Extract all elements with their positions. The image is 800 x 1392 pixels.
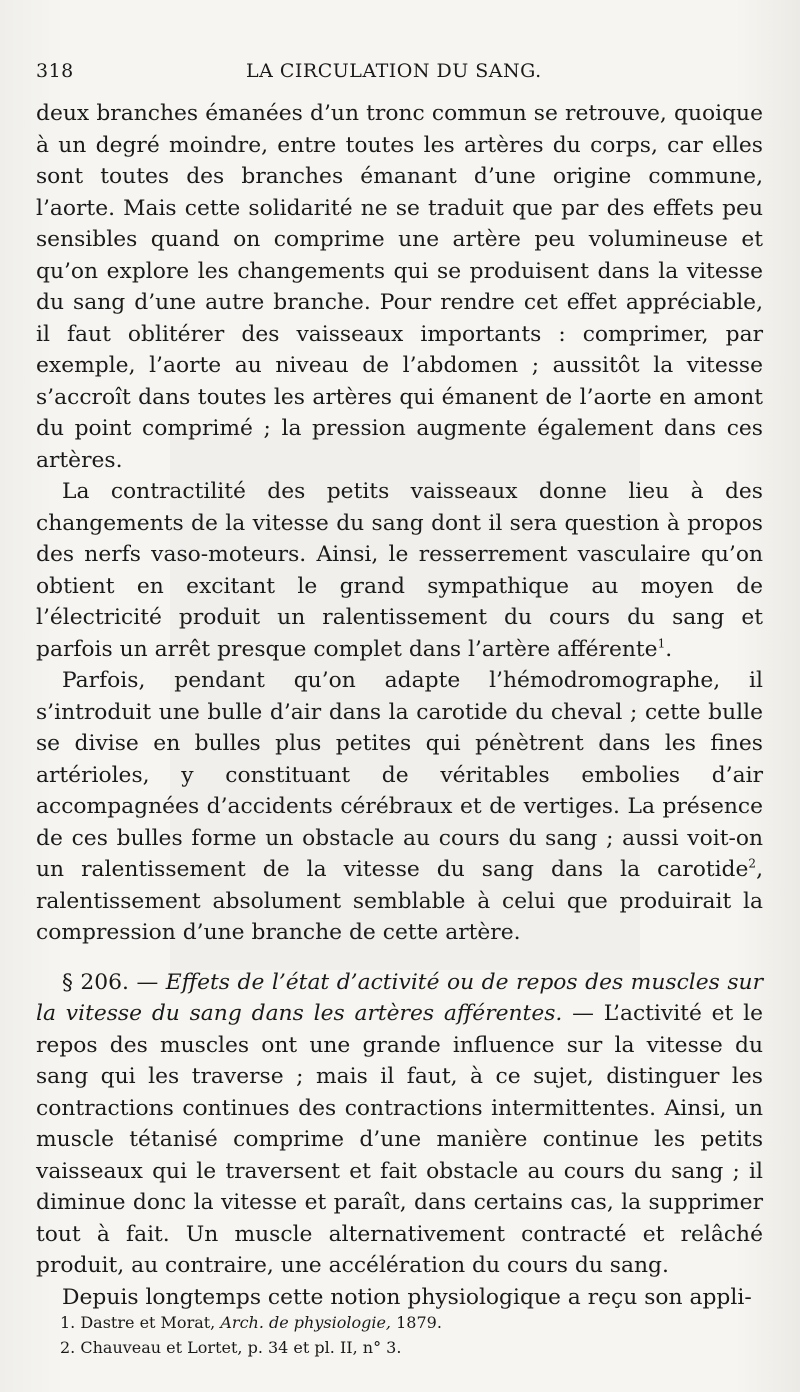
paragraph-2-text: La contractilité des petits vaisseaux donne lieu à des changements de la vitesse du sang dont il sera question à propos des nerfs vaso-moteurs. Ainsi, le resserrement vasculaire qu’on obtient en excitant le grand sympathique au moyen de l’électricité produit un ralentissement du cours du sang et parfois un arrêt presque complet dans l’artère afférente [36,479,763,662]
footnote-2 [60,1335,760,1360]
footnote-1-label: 1. [60,1313,76,1332]
paragraph-4: L’activité et le repos des muscles ont une grande influence sur la vitesse du sang qui les traverse ; mais il faut, à ce sujet, distinguer les contractions continues des contractions intermittentes. Ainsi, un muscle tétanisé comprime d’une manière continue les petits vaisseaux qui le traversent et fait obstacle au cours du sang ; il diminue donc la vitesse et paraît, dans certains cas, la supprimer tout à fait. Un muscle alternativement contracté et relâché produit, au contraire, une accélération du cours du sang. [36,1001,764,1278]
footnote-ref-1: 1 [657,636,666,651]
paragraph-2-end: . [665,636,673,662]
section-title: Effets de l’état d’activité ou de repos des muscles sur la vitesse du sang dans les artères afférentes. [36,969,763,1026]
footnote-2-label: 2. [60,1338,76,1357]
paragraph-3-text-b: , ralentissement absolument semblable à celui que produirait la compression d’une branche de cette artère. [36,857,763,945]
footnote-1-journal: Arch. de physiologie, [220,1313,392,1332]
paragraph-2 [36,476,763,665]
paragraph-1: deux branches émanées d’un tronc commun se retrouve, quoique à un degré moindre, entre toutes les artères du corps, car elles sont toutes des branches émanant d’une origine commune, l’aorte. Mais cette solidarité ne se traduit que par des effets peu sensibles quand on comprime une artère peu volumineuse et qu’on explore les changements qui se produisent dans la vitesse du sang d’une autre branche. Pour rendre cet effet appréciable, il faut oblitérer des vaisseaux importants : comprimer, par exemple, l’aorte au niveau de l’abdomen ; aussitôt la vitesse s’accroît dans toutes les artères qui émanent de l’aorte en amont du point comprimé ; la pression augmente également dans ces artères. [36,101,763,473]
paragraph-3-text-a: Parfois, pendant qu’on adapte l’hémodromographe, il s’introduit une bulle d’air dans la carotide du cheval ; cette bulle se divise en bulles plus petites qui pénètrent dans les fines artérioles, y constituant de véritables embolies d’air accompagnées d’accidents cérébraux et de vertiges. La présence de ces bulles forme un obstacle au cours du sang ; aussi voit-on un ralentissement de la vitesse du sang dans la carotide [36,668,763,882]
footnote-1-text-a: Dastre et Morat, [75,1313,221,1332]
footnote-ref-2: 2 [748,856,757,871]
footnote-1 [60,1310,760,1335]
section-dash: — [562,1001,594,1026]
footnotes [60,1310,760,1360]
page-number: 318 [36,60,74,82]
paragraph-5: Depuis longtemps cette notion physiologique a reçu son appli- [62,1284,752,1310]
paragraph-3 [36,665,763,949]
section-number: § 206. — [62,969,159,995]
footnote-2-text: Chauveau et Lortet, p. 34 et pl. II, n° 3. [75,1338,402,1357]
section-spacer [36,949,763,967]
footnote-1-text-b: 1879. [391,1313,442,1332]
running-header [36,60,766,90]
running-title: LA CIRCULATION DU SANG. [246,60,542,82]
body-text [36,98,763,1313]
section-206 [36,967,763,1282]
